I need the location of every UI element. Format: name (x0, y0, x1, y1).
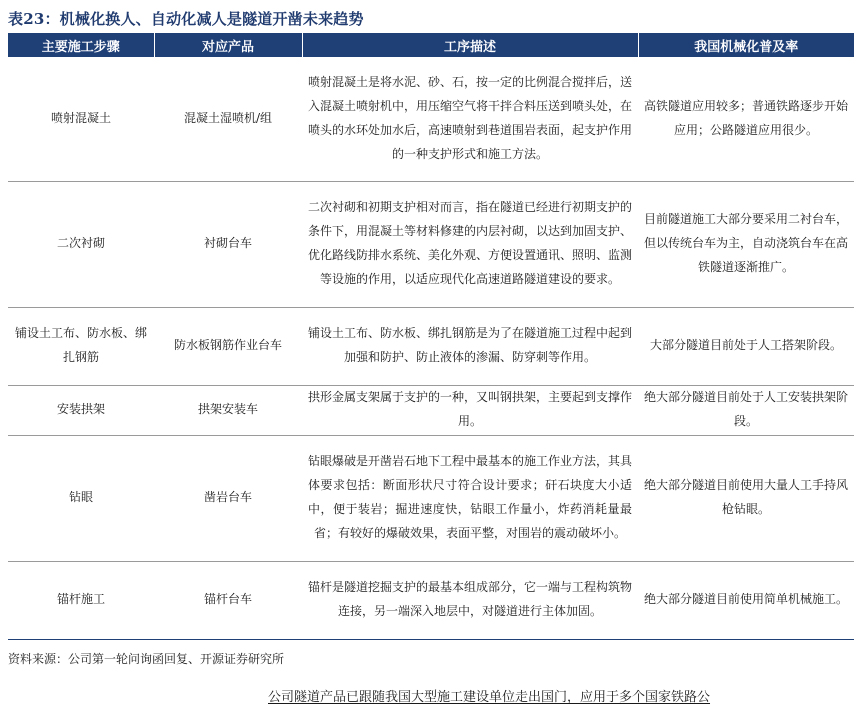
process-table (8, 33, 854, 640)
header-description: 工序描述 (302, 33, 638, 57)
cell-product: 拱架安装车 (154, 385, 302, 435)
table-row (8, 307, 854, 385)
cell-description: 喷射混凝土是将水泥、砂、石，按一定的比例混合搅拌后，送入混凝土喷射机中，用压缩空气将干拌合料压送到喷头处，在喷头的水环处加水后，高速喷射到巷道围岩表面，起支护作用的一种支护形式和施工方法。 (302, 57, 638, 181)
cell-description: 拱形金属支架属于支护的一种，又叫钢拱架，主要起到支撑作用。 (302, 385, 638, 435)
cell-product: 凿岩台车 (154, 435, 302, 561)
table-header-row (8, 33, 854, 57)
table-row (8, 57, 854, 181)
cell-popularity: 目前隧道施工大部分要采用二衬台车，但以传统台车为主，自动浇筑台车在高铁隧道逐渐推广。 (638, 181, 854, 307)
table-row (8, 561, 854, 639)
process-table-grid (8, 33, 854, 640)
cell-step: 锚杆施工 (8, 561, 154, 639)
cell-product: 混凝土湿喷机/组 (154, 57, 302, 181)
cell-step: 钻眼 (8, 435, 154, 561)
cell-step: 喷射混凝土 (8, 57, 154, 181)
cell-product: 防水板钢筋作业台车 (154, 307, 302, 385)
header-product: 对应产品 (154, 33, 302, 57)
source-note: 资料来源：公司第一轮问询函回复、开源证券研究所 (8, 652, 285, 666)
cell-step: 二次衬砌 (8, 181, 154, 307)
body-text-line: 公司隧道产品已跟随我国大型施工建设单位走出国门，应用于多个国家铁路公 (268, 690, 711, 705)
cell-popularity: 大部分隧道目前处于人工搭架阶段。 (638, 307, 854, 385)
header-popularity: 我国机械化普及率 (638, 33, 854, 57)
cell-product: 锚杆台车 (154, 561, 302, 639)
cell-description: 二次衬砌和初期支护相对而言，指在隧道已经进行初期支护的条件下，用混凝土等材料修建的内层衬砌，以达到加固支护、优化路线防排水系统、美化外观、方便设置通讯、照明、监测等设施的作用，以适应现代化高速道路隧道建设的要求。 (302, 181, 638, 307)
cell-popularity: 高铁隧道应用较多；普通铁路逐步开始应用；公路隧道应用很少。 (638, 57, 854, 181)
cell-popularity: 绝大部分隧道目前处于人工安装拱架阶段。 (638, 385, 854, 435)
cell-popularity: 绝大部分隧道目前使用简单机械施工。 (638, 561, 854, 639)
cell-popularity: 绝大部分隧道目前使用大量人工手持风枪钻眼。 (638, 435, 854, 561)
table-row (8, 181, 854, 307)
cell-description: 铺设土工布、防水板、绑扎钢筋是为了在隧道施工过程中起到加强和防护、防止液体的渗漏、防穿刺等作用。 (302, 307, 638, 385)
cell-step: 安装拱架 (8, 385, 154, 435)
cell-description: 钻眼爆破是开凿岩石地下工程中最基本的施工作业方法，其具体要求包括：断面形状尺寸符合设计要求；矸石块度大小适中，便于装岩；掘进速度快，钻眼工作量小，炸药消耗量最省；有较好的爆破效果，表面平整，对围岩的震动破坏小。 (302, 435, 638, 561)
cell-description: 锚杆是隧道挖掘支护的最基本组成部分，它一端与工程构筑物连接，另一端深入地层中，对隧道进行主体加固。 (302, 561, 638, 639)
header-step: 主要施工步骤 (8, 33, 154, 57)
cell-step: 铺设土工布、防水板、绑扎钢筋 (8, 307, 154, 385)
table-row (8, 385, 854, 435)
table-title: 表23：机械化换人、自动化减人是隧道开凿未来趋势 (8, 10, 364, 28)
cell-product: 衬砌台车 (154, 181, 302, 307)
table-row (8, 435, 854, 561)
